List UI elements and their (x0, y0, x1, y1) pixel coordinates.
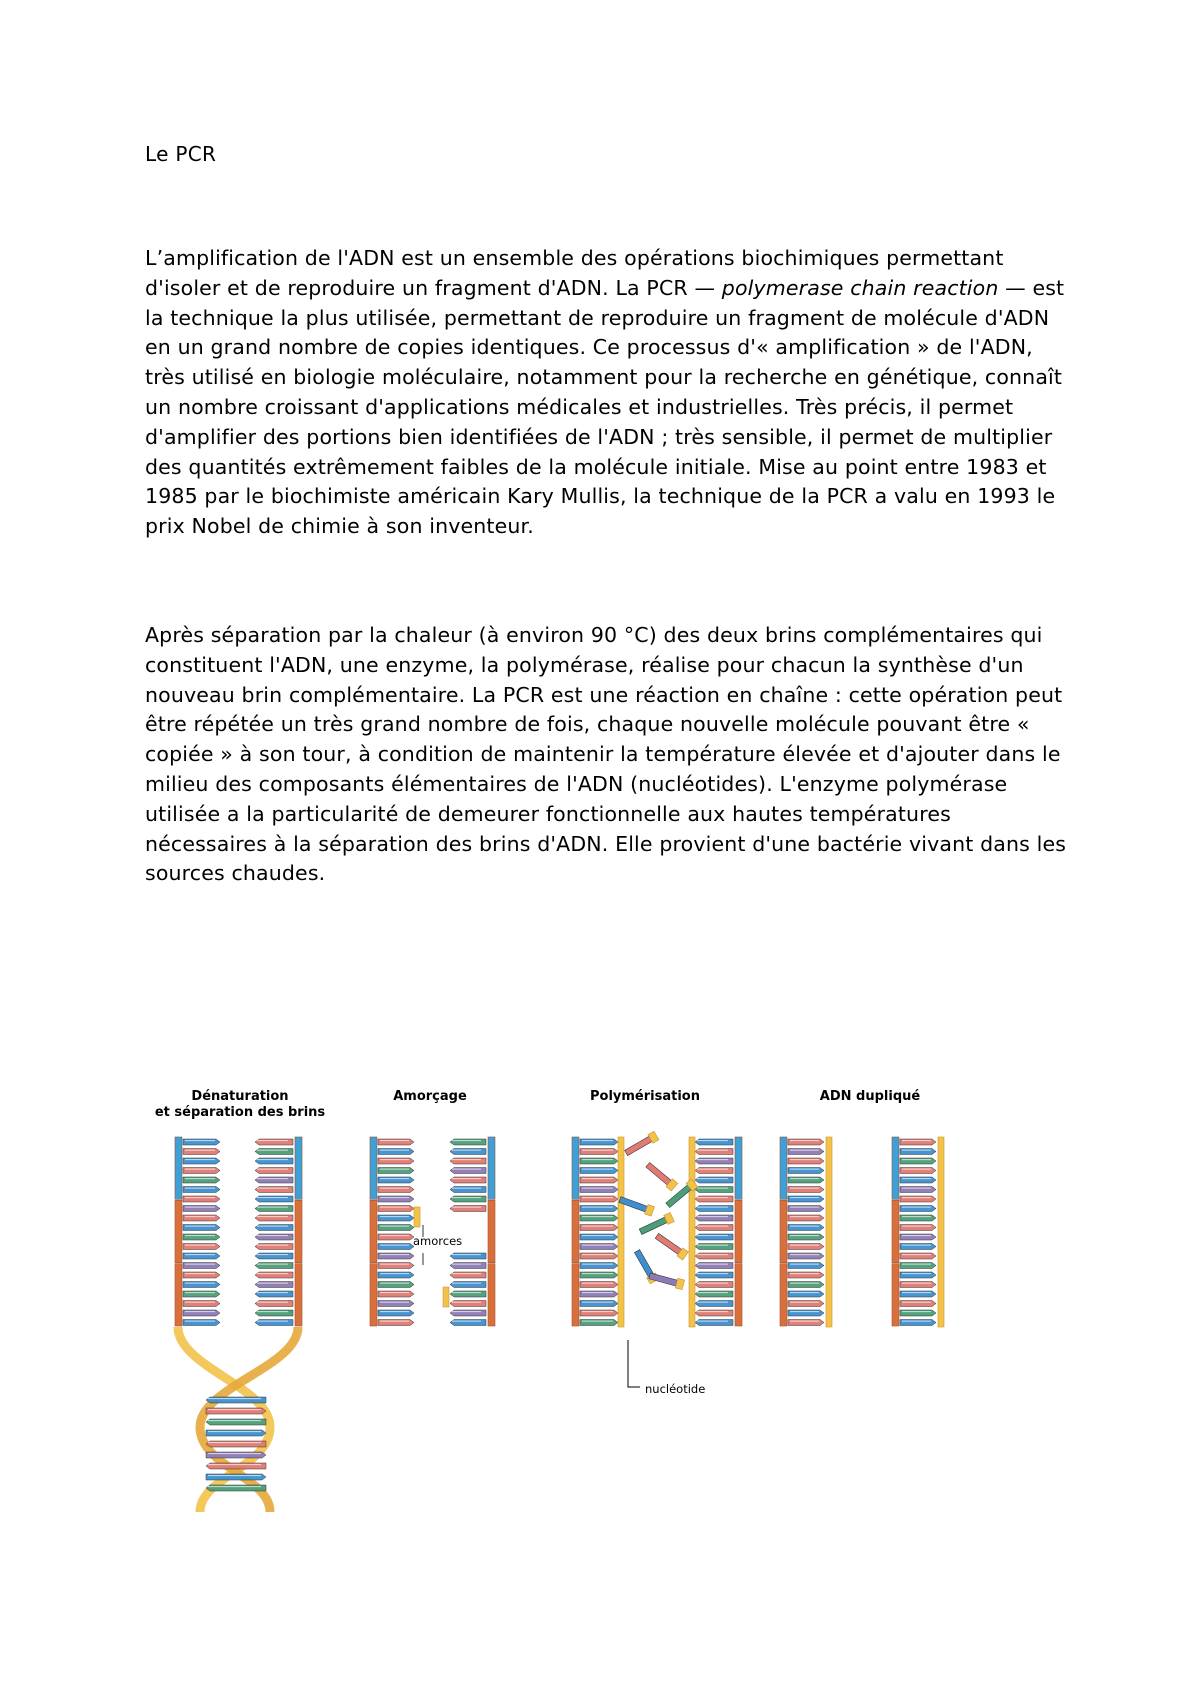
strand-backbone-left-2 (370, 1137, 377, 1326)
paragraph-intro-start: L’amplification de l'ADN est un ensemble des opérations biochimiques permettant d'isoler et de reproduire un fragment d'ADN. La PCR — (145, 246, 1004, 300)
strand-backbone-left-1 (175, 1137, 182, 1326)
step-title-priming: Amorçage (393, 1089, 467, 1104)
strand-bases-left-2-bottom (378, 1215, 414, 1326)
duplicated-backbone-1a (780, 1137, 787, 1326)
strand-bases-left-1 (183, 1139, 220, 1326)
paragraph-intro-emphasis: polymerase chain reaction (721, 275, 999, 300)
label-primers: amorces (413, 1234, 463, 1248)
step-title-denaturation: Dénaturation et séparation des brins (154, 1089, 326, 1120)
new-strand-right-3 (689, 1137, 695, 1327)
strand-bases-right-3 (695, 1139, 733, 1326)
paragraph-intro (145, 244, 1075, 542)
strand-bases-left-3 (580, 1139, 618, 1326)
pcr-diagram-drawing (140, 1075, 1040, 1515)
paragraph-process: Après séparation par la chaleur (à environ 90 °C) des deux brins complémentaires qui constituent l'ADN, une enzyme, la polymérase, réalise pour chacun la synthèse d'un nouveau brin complémentaire. La PCR est une réaction en chaîne : cette opération peut être répétée un très grand nombre de fois, chaque nouvelle molécule pouvant être « copiée » à son tour, à condition de maintenir la température élevée et d'ajouter dans le milieu des composants élémentaires de l'ADN (nucléotides). L'enzyme polymérase utilisée a la particularité de demeurer fonctionnelle aux hautes températures nécessaires à la séparation des brins d'ADN. Elle provient d'une bactérie vivant dans les sources chaudes. (145, 623, 1067, 886)
strand-backbone-left-3 (572, 1137, 579, 1326)
strand-bases-right-2-bottom (450, 1253, 486, 1326)
step-title-polymerization: Polymérisation (590, 1089, 700, 1104)
label-nucleotide: nucléotide (645, 1382, 706, 1396)
primer-right-2 (443, 1287, 449, 1307)
paragraph-intro-end: — est la technique la plus utilisée, permettant de reproduire un fragment de molécule d'ADN en un grand nombre de copies identiques. Ce processus d'« amplification » de l'ADN, très utilisé en biologie moléculaire, notamment pour la recherche en génétique, connaît un nombre croissant d'applications médicales et industrielles. Très précis, il permet d'amplifier des portions bien identifiées de l'ADN ; très sensible, il permet de multiplier des quantités extrêmement faibles de la molécule initiale. Mise au point entre 1983 et 1985 par le biochimiste américain Kary Mullis, la technique de la PCR a valu en 1993 le prix Nobel de chimie à son inventeur. (145, 275, 1065, 539)
dna-helix (178, 1327, 298, 1512)
strand-bases-left-2-top (378, 1139, 414, 1212)
pcr-diagram (140, 1075, 1040, 1515)
strand-bases-right-2-top (450, 1139, 486, 1212)
primer-left-2 (414, 1207, 420, 1227)
duplicated-bases-1 (788, 1139, 824, 1326)
strand-backbone-right-3 (735, 1137, 742, 1326)
strand-bases-right-1 (255, 1139, 293, 1326)
strand-backbone-right-1 (295, 1137, 302, 1326)
nucleotide-callout-line (628, 1340, 640, 1387)
strand-backbone-right-2 (488, 1137, 495, 1326)
new-strand-left-3 (618, 1137, 624, 1327)
duplicated-backbone-1b (826, 1137, 832, 1327)
page-title: Le PCR (145, 142, 217, 166)
step-title-duplicated-dna: ADN dupliqué (819, 1089, 921, 1104)
duplicated-backbone-2b (938, 1137, 944, 1327)
duplicated-backbone-2a (892, 1137, 899, 1326)
duplicated-bases-2 (900, 1139, 936, 1326)
free-nucleotides (618, 1131, 698, 1290)
